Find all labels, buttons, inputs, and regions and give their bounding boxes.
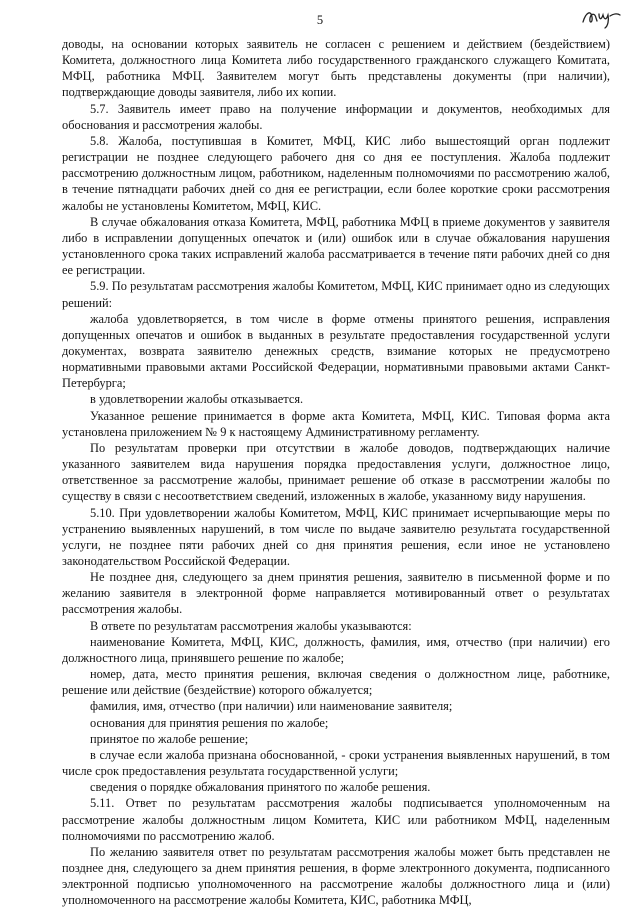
paragraph: жалоба удовлетворяется, в том числе в форме отмены принятого решения, исправления допущенных опечатов и ошибок в выданных в результате предоставления государственной услуги документах, возврата заявителю денежных средств, взимание которых не предусмотрено нормативными правовыми актами Российской Федерации, нормативными правовыми актами Санкт-Петербурга; (62, 311, 610, 391)
paragraph: номер, дата, место принятия решения, включая сведения о должностном лице, работнике, решение или действие (бездействие) которого обжалуется; (62, 667, 610, 698)
paragraph: в случае если жалоба признана обоснованной, - сроки устранения выявленных нарушений, в том числе срок предоставления результата государственной услуги; (62, 747, 610, 779)
page-number: 5 (316, 13, 324, 27)
paragraph: 5.7. Заявитель имеет право на получение информации и документов, необходимых для обоснования и рассмотрения жалобы. (62, 101, 610, 132)
paragraph: Не позднее дня, следующего за днем принятия решения, заявителю в письменной форме и по желанию заявителя в электронной форме направляется мотивированный ответ о результатах рассмотрения жалобы. (62, 570, 610, 617)
paragraph: Указанное решение принимается в форме акта Комитета, МФЦ, КИС. Типовая форма акта установлена приложением № 9 к настоящему Административному регламенту. (62, 408, 610, 439)
paragraph: В случае обжалования отказа Комитета, МФЦ, работника МФЦ в приеме документов у заявителя либо в исправлении допущенных опечаток и (или) ошибок или в случае обжалования нарушения установленного срока таких исправлений жалоба рассматривается в течение пяти рабочих дней со дня ее регистрации. (62, 214, 610, 278)
paragraph: доводы, на основании которых заявитель не согласен с решением и действием (бездействием) Комитета, должностного лица Комитета либо государственного гражданского служащего Комитата, МФЦ, работника МФЦ. Заявителем могут быть представлены документы (при наличии), подтверждающие доводы заявителя, либо их копии. (62, 37, 610, 100)
handwritten-signature (580, 6, 622, 30)
body-text (62, 36, 610, 908)
paragraph: сведения о порядке обжалования принятого по жалобе решения. (90, 780, 431, 795)
paragraph: 5.10. При удовлетворении жалобы Комитетом, МФЦ, КИС принимает исчерпывающие меры по устранению выявленных нарушений, в том числе по выдаче заявителю результата государственной услуги, не позднее пяти рабочих дней со дня принятия решения, если иное не установлено законодательством Российской Федерации. (62, 505, 610, 568)
paragraph: основания для принятия решения по жалобе; (90, 715, 329, 730)
paragraph: 5.8. Жалоба, поступившая в Комитет, МФЦ, КИС либо вышестоящий орган подлежит регистрации не позднее следующего рабочего дня со дня ее поступления. Жалоба подлежит рассмотрению должностным лицом, работником, наделенным полномочиями по рассмотрению жалоб, в течение пятнадцати рабочих дней со дня ее регистрации, если более короткие сроки рассмотрения жалобы не установлены Комитетом, МФЦ, КИС. (62, 133, 610, 213)
paragraph: По желанию заявителя ответ по результатам рассмотрения жалобы может быть представлен не позднее дня, следующего за днем принятия решения, в форме электронного документа, подписанного электронной подписью уполномоченного на рассмотрение жалобы должностного лица и (или) уполномоченного на рассмотрение жалобы Комитета, КИС, работника МФЦ, (62, 844, 610, 908)
paragraph: наименование Комитета, МФЦ, КИС, должность, фамилия, имя, отчество (при наличии) его должностного лица, принявшего решение по жалобе; (62, 634, 610, 665)
paragraph: 5.9. По результатам рассмотрения жалобы Комитетом, МФЦ, КИС принимает одно из следующих решений: (62, 279, 610, 310)
paragraph: в удовлетворении жалобы отказывается. (90, 392, 304, 407)
paragraph: 5.11. Ответ по результатам рассмотрения жалобы подписывается уполномоченным на рассмотрение жалобы должностным лицом Комитета, КИС или работником МФЦ, наделенным полномочиями по рассмотрению жалоб. (62, 796, 610, 843)
paragraph: принятое по жалобе решение; (90, 731, 249, 746)
paragraph: В ответе по результатам рассмотрения жалобы указываются: (90, 618, 412, 633)
paragraph: фамилия, имя, отчество (при наличии) или наименование заявителя; (90, 699, 453, 714)
paragraph: По результатам проверки при отсутствии в жалобе доводов, подтверждающих наличие указанного заявителем вида нарушения порядка предоставления услуги, должностное лицо, ответственное за рассмотрение жалобы, принимает решение об отказе в рассмотрении жалобы по существу в связи с несоответствием сведений, изложенных в жалобе, указанному виду нарушения. (62, 440, 610, 504)
